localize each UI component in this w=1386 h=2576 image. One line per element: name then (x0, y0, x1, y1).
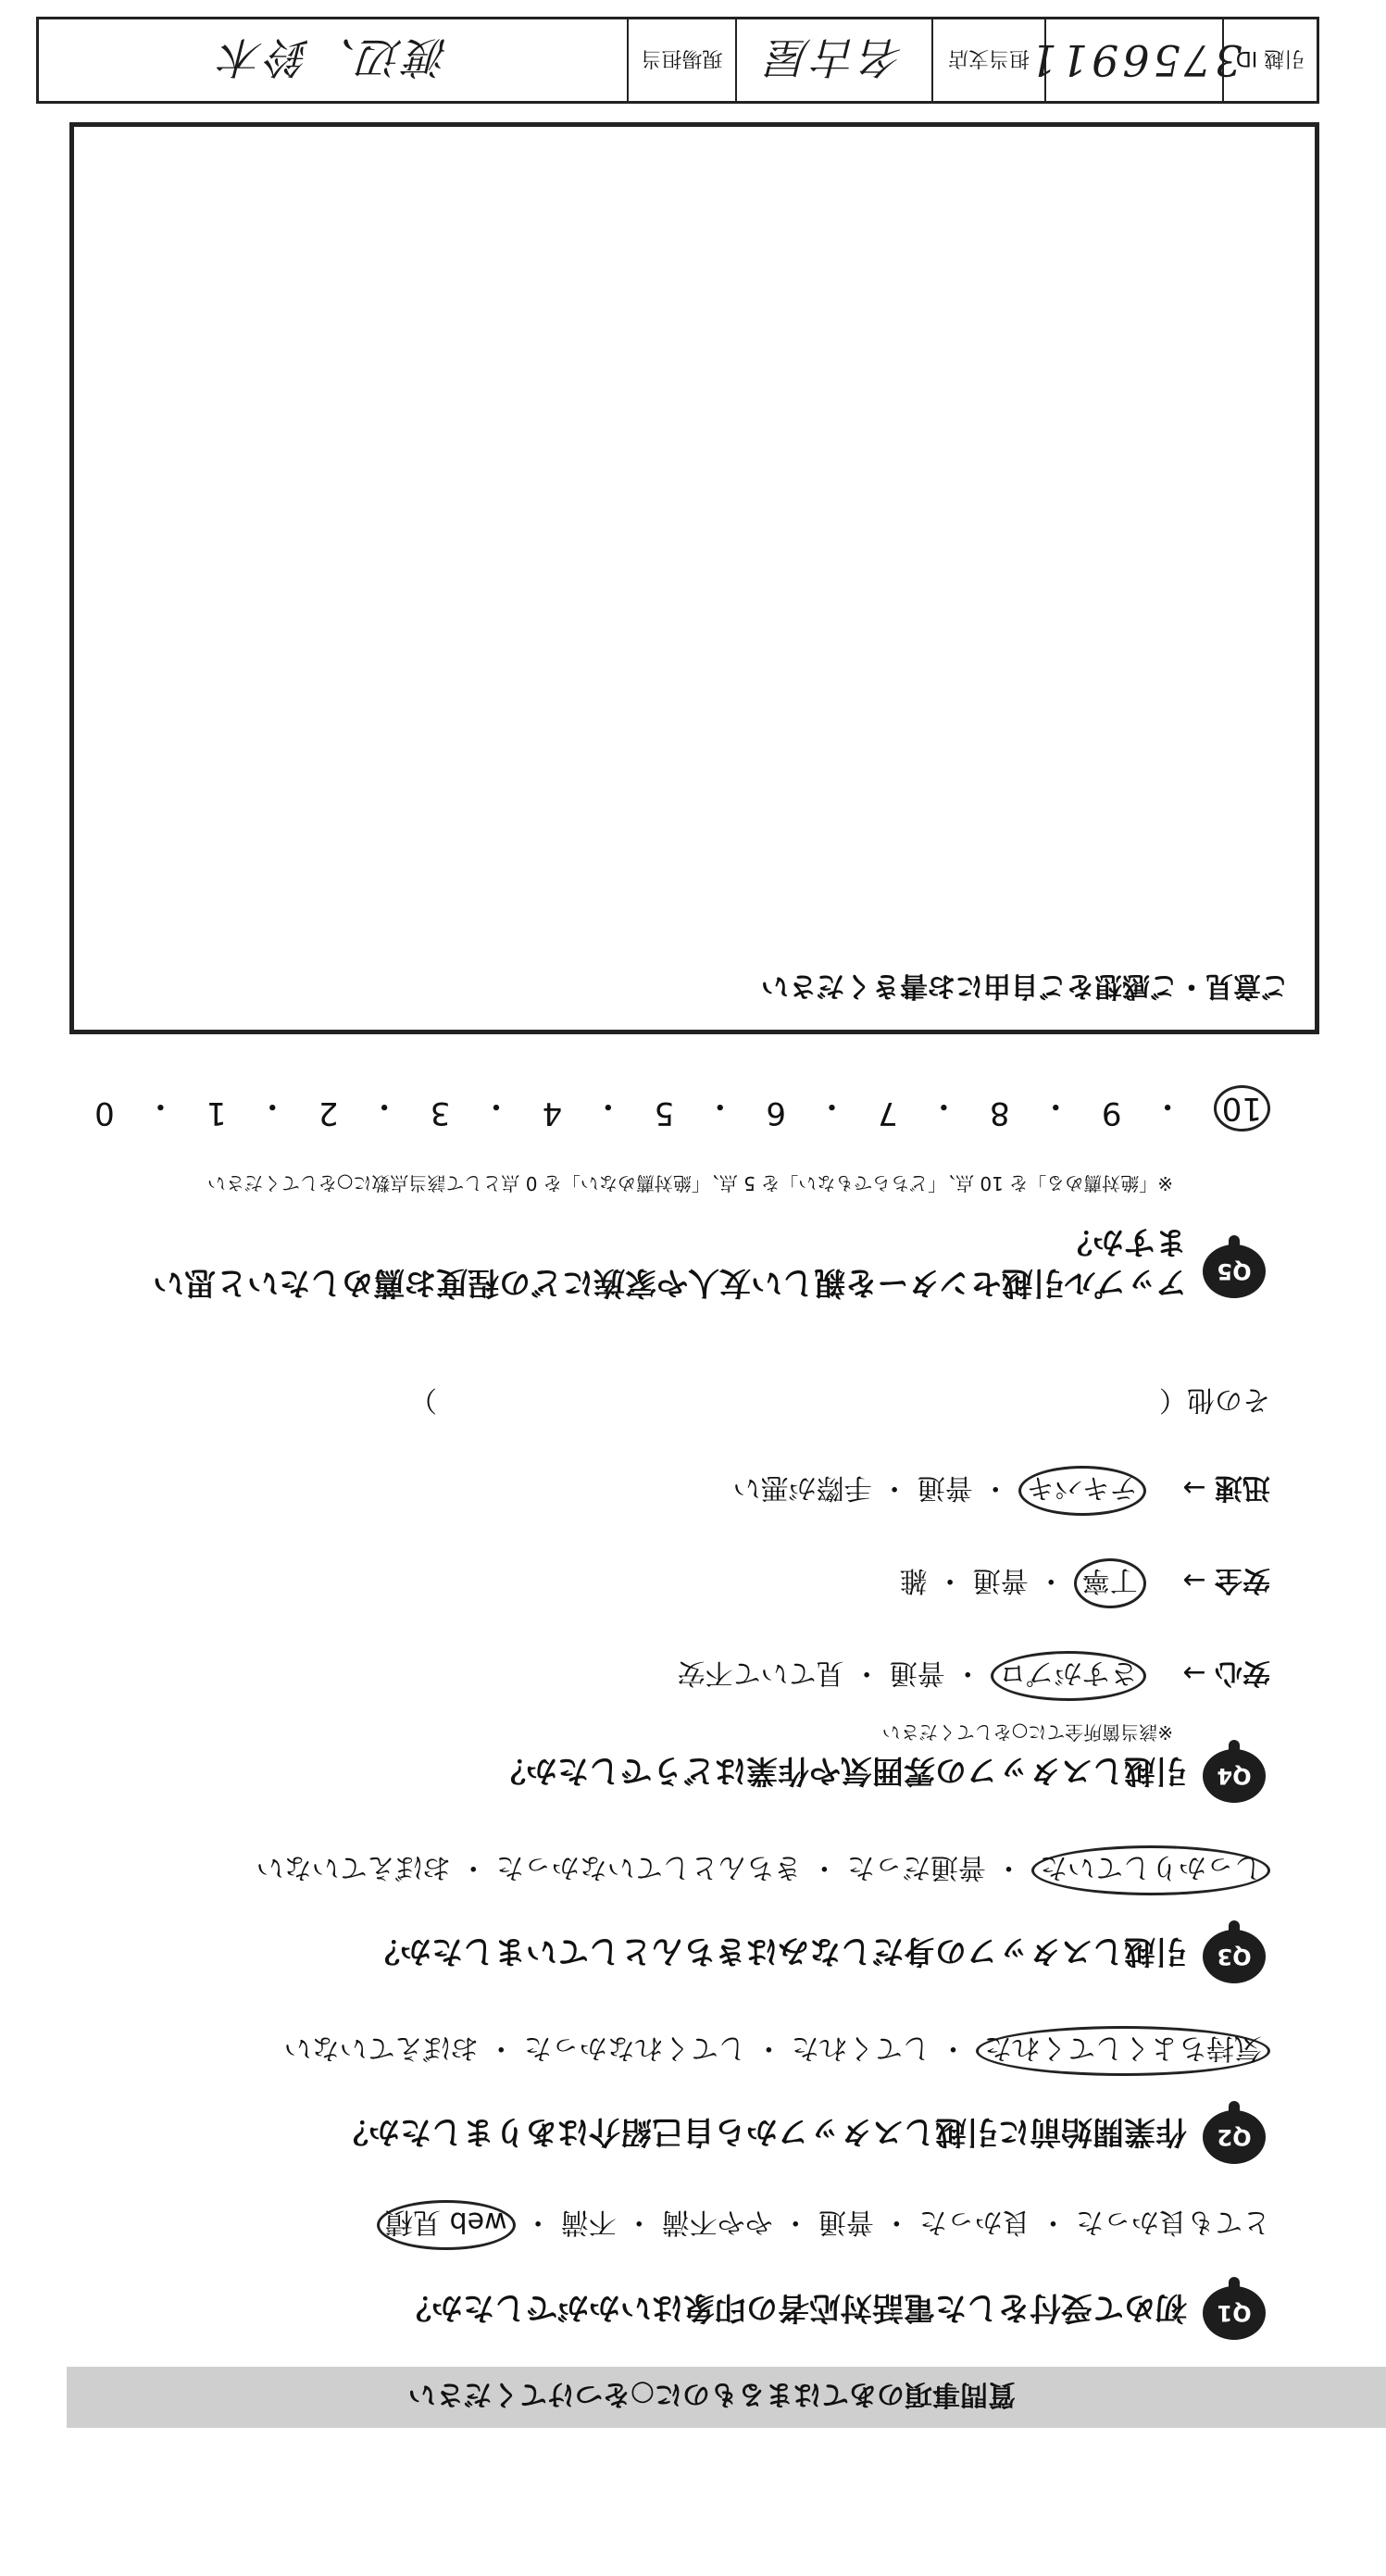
q5-note: ※「絶対薦める」を 10 点、「どちらでもない」を 5 点、「絶対薦めない」を 0 点として該当点数に○をしてください (206, 1172, 1173, 1194)
branch-label: 担当支店 (931, 19, 1044, 101)
q4-row-label: 迅速 (1215, 1471, 1270, 1504)
q4-row-anshin: 安心 → さすがプロ ・ 普通 ・ 見ていて不安 (678, 1651, 1270, 1701)
q4-row-label: 安心 (1215, 1657, 1270, 1689)
q4-option[interactable]: 見ていて不安 (677, 1657, 844, 1689)
instruction-text: 質問事項のあてはまるものに○をつけてください (407, 2378, 1016, 2410)
q2-option[interactable]: してくれなかった (523, 2032, 746, 2064)
id-value: 3756911 (1044, 19, 1222, 101)
staff-value: 渡辺、鈴木 (217, 32, 449, 82)
q4-option-selected[interactable]: 丁寧 (1074, 1558, 1146, 1608)
scale-option[interactable]: 8 (990, 1094, 1010, 1132)
q3-badge: Q3 (1203, 1930, 1266, 1983)
q2-badge: Q2 (1203, 2110, 1266, 2164)
scale-option[interactable]: 1 (206, 1094, 227, 1132)
scale-option[interactable]: 3 (430, 1094, 451, 1132)
q4-text: 引越しスタッフの雰囲気や作業はどうでしたか？ (494, 1752, 1187, 1789)
q2-option[interactable]: してくれた (791, 2032, 930, 2064)
q4-option[interactable]: 普通 (917, 1471, 973, 1504)
q4-option-selected[interactable]: さすがプロ (991, 1651, 1146, 1701)
q1-option[interactable]: とても良かった (1076, 2206, 1270, 2238)
comment-label: ご意見・ご感想をご自由にお書きください (761, 969, 1289, 1002)
scale-option[interactable]: 9 (1101, 1094, 1122, 1132)
q4-option[interactable]: 普通 (889, 1657, 945, 1689)
scale-option[interactable]: 5 (654, 1094, 675, 1132)
q5-scale: 10 ・ 9 ・ 8 ・ 7 ・ 6 ・ 5 ・ 4 ・ 3 ・ 2 ・ 1 ・ 0 (94, 1085, 1270, 1132)
scale-option[interactable]: 7 (878, 1094, 898, 1132)
q1-option[interactable]: やや不満 (661, 2206, 773, 2238)
q1-option[interactable]: 良かった (918, 2206, 1030, 2238)
q2-options: 気持ちよくしてくれた ・ してくれた ・ してくれなかった ・ おぼえていない (284, 2026, 1270, 2076)
q1-badge: Q1 (1203, 2286, 1266, 2340)
header-id-strip (36, 17, 1319, 104)
q5-badge: Q5 (1203, 1244, 1266, 1298)
scale-option[interactable]: 6 (766, 1094, 786, 1132)
q4-option[interactable]: 普通 (972, 1564, 1029, 1596)
q4-row-jinsoku: 迅速 → テキパキ ・ 普通 ・ 手際が悪い (733, 1466, 1270, 1516)
q1-option[interactable]: 不満 (560, 2206, 617, 2238)
q3-text: 引越しスタッフの身だしなみはきちんとしていましたか？ (368, 1932, 1187, 1970)
q2-option-selected[interactable]: 気持ちよくしてくれた (976, 2026, 1270, 2076)
comment-box[interactable] (69, 122, 1319, 1034)
scale-option[interactable]: 0 (94, 1094, 115, 1132)
q4-badge: Q4 (1203, 1749, 1266, 1803)
q3-option-selected[interactable]: しっかりしていた (1031, 1845, 1270, 1895)
q2-text: 作業開始前に引越しスタッフから自己紹介はありましたか？ (337, 2113, 1187, 2150)
q1-text: 初めて受付をした電話対応者の印象はいかがでしたか？ (400, 2289, 1187, 2326)
q3-option[interactable]: おぼえていない (256, 1851, 451, 1883)
q4-option[interactable]: 手際が悪い (732, 1471, 872, 1504)
q4-option-selected[interactable]: テキパキ (1018, 1466, 1146, 1516)
q3-option[interactable]: きちんとしていなかった (495, 1851, 802, 1883)
q4-option[interactable]: 雑 (899, 1564, 928, 1596)
scale-option[interactable]: 2 (318, 1094, 339, 1132)
id-label: 引越 ID (1222, 19, 1317, 101)
branch-value: 名古屋 (735, 19, 931, 101)
q1-option[interactable]: 普通 (818, 2206, 874, 2238)
scale-option-selected[interactable]: 10 (1214, 1085, 1270, 1132)
instruction-bar (67, 2367, 1386, 2428)
staff-label: 現場担当 (627, 19, 735, 101)
scale-option[interactable]: 4 (542, 1094, 563, 1132)
q4-row-label: 安全 (1215, 1564, 1270, 1596)
q4-note: ※該当箇所全てに○をしてください (881, 1721, 1173, 1744)
q3-options: しっかりしていた ・ 普通だった ・ きちんとしていなかった ・ おぼえていない (256, 1845, 1270, 1895)
q5-text: アップル引越センターを親しい友人や家族にどの程度お薦めしたいと思いますか？ (153, 1222, 1187, 1301)
q4-row-anzen: 安全 → 丁寧 ・ 普通 ・ 雑 (900, 1558, 1270, 1608)
q1-options: とても良かった ・ 良かった ・ 普通 ・ やや不満 ・ 不満 ・ web 見積 (377, 2200, 1270, 2250)
q1-option-selected[interactable]: web 見積 (377, 2200, 516, 2250)
q3-option[interactable]: 普通だった (846, 1851, 986, 1883)
q4-other[interactable]: その他（ ） (409, 1383, 1270, 1416)
q2-option[interactable]: おぼえていない (283, 2032, 479, 2064)
